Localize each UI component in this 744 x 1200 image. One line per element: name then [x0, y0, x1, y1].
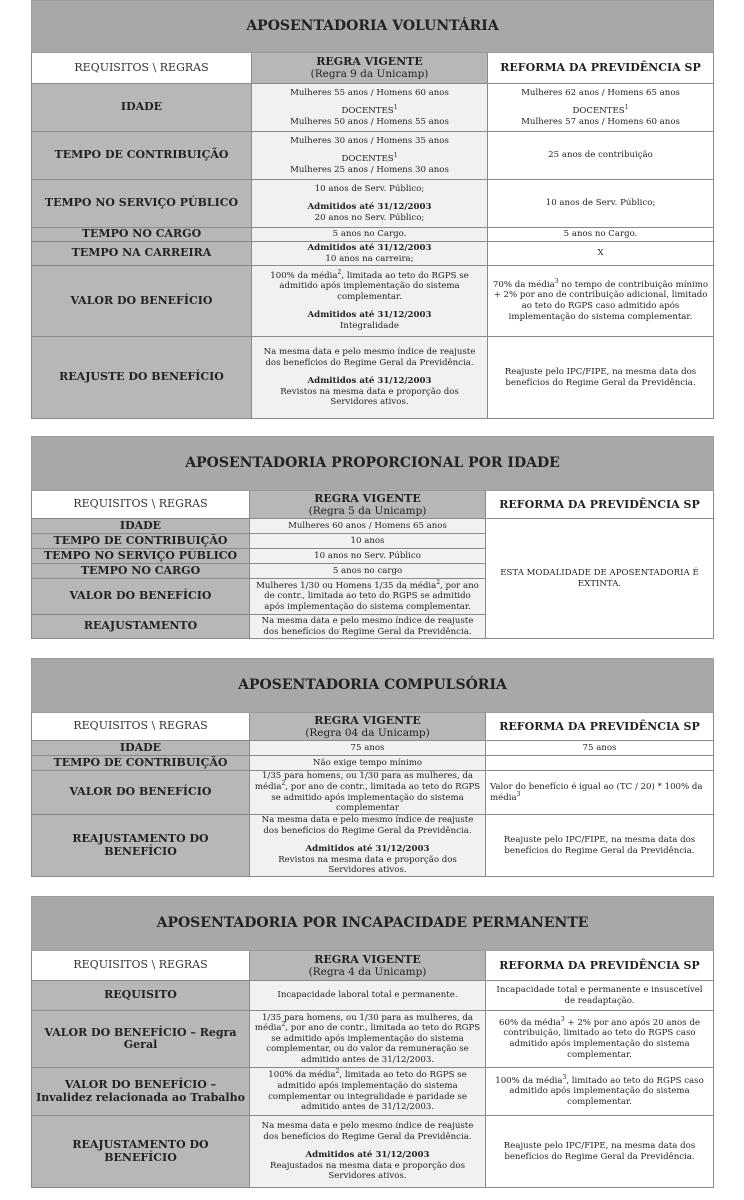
header-requisitos: REQUISITOS \ REGRAS: [32, 713, 250, 741]
row-label-idade: IDADE: [32, 741, 250, 756]
row-label-tempo-cargo: TEMPO NO CARGO: [32, 228, 252, 242]
header-reforma: REFORMA DA PREVIDÊNCIA SP: [488, 53, 714, 84]
row-label-reajustamento: REAJUSTAMENTO: [32, 615, 250, 639]
cell-valor-vigente: 100% da média$^2$, limitada ao teto do RGPS se admitido após implementação do sistema complementar. Admitidos até 31/12/2003 Integralidade: [252, 266, 488, 337]
cell-contribuicao-reforma: 25 anos de contribuição: [488, 132, 714, 180]
cell-regra-geral-reforma: 60% da média$^3$ + 2% por ano após 20 anos de contribuição, limitado ao teto do RGPS caso admitido após implementação do sistema complementar.: [486, 1011, 714, 1068]
cell-reajustamento-vigente: Na mesma data e pelo mesmo índice de reajuste dos benefícios do Regime Geral da Previdência. Admitidos até 31/12/2003 Reajustados na mesma data e proporção dos Servidores ativos.: [250, 1116, 486, 1188]
header-reforma: REFORMA DA PREVIDÊNCIA SP: [486, 713, 714, 741]
row-label-valor-beneficio: VALOR DO BENEFÍCIO: [32, 579, 250, 615]
cell-valor-reforma: 70% da média$^3$ no tempo de contribuição mínimo + 2% por ano de contribuição adicional, limitado ao teto do RGPS caso admitido após implementação do sistema complementar.: [488, 266, 714, 337]
cell-requisito-vigente: Incapacidade laboral total e permanente.: [250, 981, 486, 1011]
cell-reajustamento-reforma: Reajuste pelo IPC/FIPE, na mesma data dos benefícios do Regime Geral da Previdência.: [486, 1116, 714, 1188]
row-label-tempo-contribuicao: TEMPO DE CONTRIBUIÇÃO: [32, 756, 250, 771]
cell-valor-vigente: Mulheres 1/30 ou Homens 1/35 da média$^2$, por ano de contr., limitada ao teto do RGPS se admitido após implementação do sistema complementar.: [250, 579, 486, 615]
cell-servico-vigente: 10 anos no Serv. Público: [250, 549, 486, 564]
row-label-valor-beneficio: VALOR DO BENEFÍCIO: [32, 266, 252, 337]
cell-cargo-vigente: 5 anos no cargo: [250, 564, 486, 579]
header-regra-vigente: REGRA VIGENTE (Regra 04 da Unicamp): [250, 713, 486, 741]
cell-valor-reforma: Valor do benefício é igual ao (TC / 20) * 100% da média$^3$: [486, 771, 714, 815]
row-label-idade: IDADE: [32, 519, 250, 534]
cell-invalidez-vigente: 100% da média$^2$, limitada ao teto do RGPS se admitido após implementação do sistema complementar ou integralidade e paridade se admitido antes de 31/12/2003.: [250, 1068, 486, 1116]
table-title: APOSENTADORIA VOLUNTÁRIA: [32, 1, 714, 53]
cell-reajuste-reforma: Reajuste pelo IPC/FIPE, na mesma data dos benefícios do Regime Geral da Previdência.: [488, 337, 714, 419]
cell-contribuicao-reforma: [486, 756, 714, 771]
row-label-reajuste-beneficio: REAJUSTE DO BENEFÍCIO: [32, 337, 252, 419]
table-aposentadoria-incapacidade: [31, 896, 713, 1188]
cell-idade-vigente: Mulheres 55 anos / Homens 60 anos DOCENTES$^1$ Mulheres 50 anos / Homens 55 anos: [252, 84, 488, 132]
cell-valor-vigente: 1/35 para homens, ou 1/30 para as mulheres, da média$^2$, por ano de contr., limitada ao teto do RGPS se admitido após implementação do sistema complementar: [250, 771, 486, 815]
cell-idade-vigente: 75 anos: [250, 741, 486, 756]
table-title: APOSENTADORIA COMPULSÓRIA: [32, 659, 714, 713]
cell-modalidade-extinta: ESTA MODALIDADE DE APOSENTADORIA É EXTINTA.: [486, 519, 714, 639]
row-label-tempo-contribuicao: TEMPO DE CONTRIBUIÇÃO: [32, 534, 250, 549]
header-reforma: REFORMA DA PREVIDÊNCIA SP: [486, 491, 714, 519]
cell-reajustamento-vigente: Na mesma data e pelo mesmo índice de reajuste dos benefícios do Regime Geral da Previdência. Admitidos até 31/12/2003 Revistos na mesma data e proporção dos Servidores ativos.: [250, 815, 486, 877]
cell-carreira-reforma: X: [488, 242, 714, 266]
table-title: APOSENTADORIA POR INCAPACIDADE PERMANENTE: [32, 897, 714, 951]
cell-contribuicao-vigente: Mulheres 30 anos / Homens 35 anos DOCENTES$^1$ Mulheres 25 anos / Homens 30 anos: [252, 132, 488, 180]
table-aposentadoria-voluntaria: [31, 0, 713, 419]
cell-servico-reforma: 10 anos de Serv. Público;: [488, 180, 714, 228]
table-aposentadoria-proporcional: [31, 436, 713, 639]
cell-idade-vigente: Mulheres 60 anos / Homens 65 anos: [250, 519, 486, 534]
cell-servico-vigente: 10 anos de Serv. Público; Admitidos até 31/12/2003 20 anos no Serv. Público;: [252, 180, 488, 228]
cell-regra-geral-vigente: 1/35 para homens, ou 1/30 para as mulheres, da média$^2$, por ano de contr., limitada ao teto do RGPS se admitido após implementação do sistema complementar, ou do valor da remuneração se admitido antes de 31/12/2003.: [250, 1011, 486, 1068]
row-label-reajustamento-beneficio: REAJUSTAMENTO DO BENEFÍCIO: [32, 1116, 250, 1188]
row-label-reajustamento-beneficio: REAJUSTAMENTO DO BENEFÍCIO: [32, 815, 250, 877]
cell-contribuicao-vigente: 10 anos: [250, 534, 486, 549]
cell-reajustamento-vigente: Na mesma data e pelo mesmo índice de reajuste dos benefícios do Regime Geral da Previdência.: [250, 615, 486, 639]
row-label-servico-publico: TEMPO NO SERVIÇO PÚBLICO: [32, 549, 250, 564]
header-regra-vigente: REGRA VIGENTE (Regra 5 da Unicamp): [250, 491, 486, 519]
cell-reajuste-vigente: Na mesma data e pelo mesmo índice de reajuste dos benefícios do Regime Geral da Previdência. Admitidos até 31/12/2003 Revistos na mesma data e proporção dos Servidores ativos.: [252, 337, 488, 419]
cell-idade-reforma: 75 anos: [486, 741, 714, 756]
row-label-idade: IDADE: [32, 84, 252, 132]
header-requisitos: REQUISITOS \ REGRAS: [32, 951, 250, 981]
cell-carreira-vigente: Admitidos até 31/12/2003 10 anos na carreira;: [252, 242, 488, 266]
header-regra-vigente: REGRA VIGENTE (Regra 9 da Unicamp): [252, 53, 488, 84]
row-label-tempo-cargo: TEMPO NO CARGO: [32, 564, 250, 579]
cell-contribuicao-vigente: Não exige tempo mínimo: [250, 756, 486, 771]
table-title: APOSENTADORIA PROPORCIONAL POR IDADE: [32, 437, 714, 491]
cell-cargo-vigente: 5 anos no Cargo.: [252, 228, 488, 242]
cell-invalidez-reforma: 100% da média$^3$, limitado ao teto do RGPS caso admitido após implementação do sistema complementar.: [486, 1068, 714, 1116]
header-reforma: REFORMA DA PREVIDÊNCIA SP: [486, 951, 714, 981]
header-requisitos: REQUISITOS \ REGRAS: [32, 53, 252, 84]
row-label-servico-publico: TEMPO NO SERVIÇO PÚBLICO: [32, 180, 252, 228]
cell-reajustamento-reforma: Reajuste pelo IPC/FIPE, na mesma data dos benefícios do Regime Geral da Previdência.: [486, 815, 714, 877]
cell-idade-reforma: Mulheres 62 anos / Homens 65 anos DOCENTES$^1$ Mulheres 57 anos / Homens 60 anos: [488, 84, 714, 132]
row-label-requisito: REQUISITO: [32, 981, 250, 1011]
row-label-valor-regra-geral: VALOR DO BENEFÍCIO – Regra Geral: [32, 1011, 250, 1068]
cell-cargo-reforma: 5 anos no Cargo.: [488, 228, 714, 242]
row-label-valor-invalidez: VALOR DO BENEFÍCIO – Invalidez relacionada ao Trabalho: [32, 1068, 250, 1116]
cell-requisito-reforma: Incapacidade total e permanente e insuscetível de readaptação.: [486, 981, 714, 1011]
table-aposentadoria-compulsoria: [31, 658, 713, 877]
row-label-tempo-carreira: TEMPO NA CARREIRA: [32, 242, 252, 266]
header-requisitos: REQUISITOS \ REGRAS: [32, 491, 250, 519]
header-regra-vigente: REGRA VIGENTE (Regra 4 da Unicamp): [250, 951, 486, 981]
row-label-tempo-contribuicao: TEMPO DE CONTRIBUIÇÃO: [32, 132, 252, 180]
row-label-valor-beneficio: VALOR DO BENEFÍCIO: [32, 771, 250, 815]
